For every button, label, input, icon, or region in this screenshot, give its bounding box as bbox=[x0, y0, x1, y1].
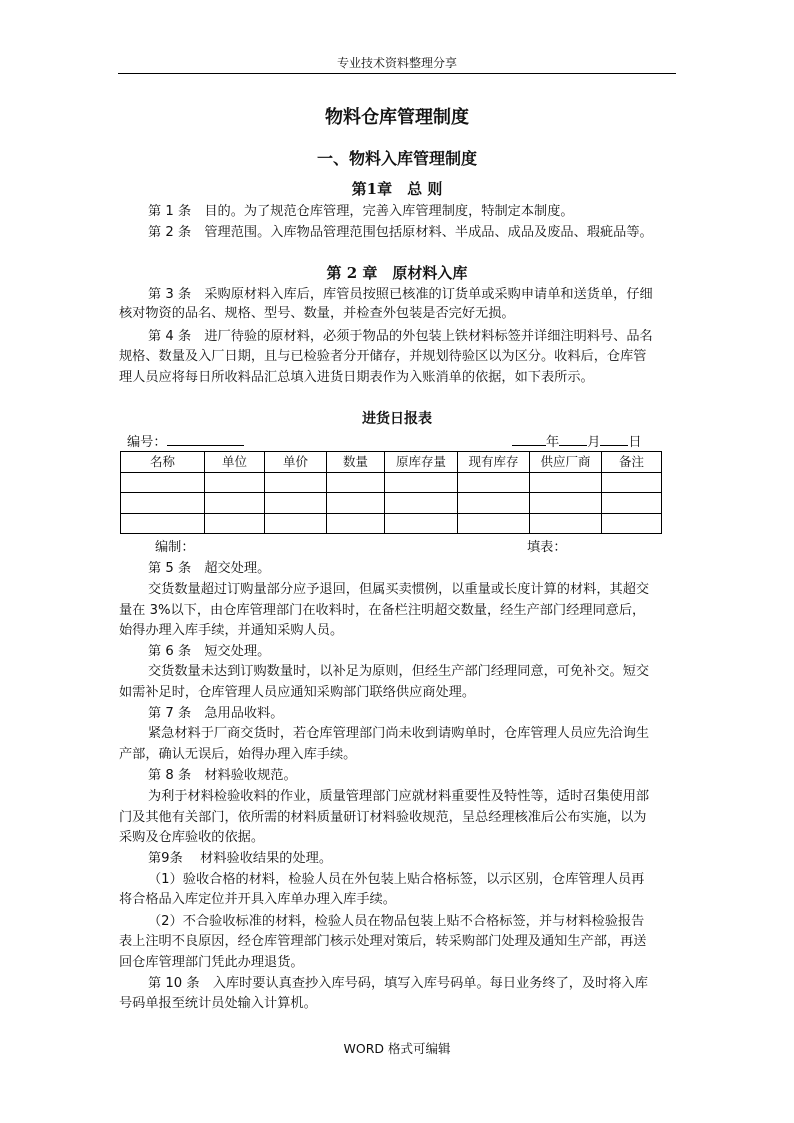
table-cell bbox=[327, 513, 385, 534]
article-2: 第 2 条 管理范围。入库物品管理范围包括原材料、半成品、成品及废品、瑕疵品等。 bbox=[148, 225, 653, 240]
table-cell bbox=[530, 513, 602, 534]
table-cell bbox=[121, 472, 205, 493]
table-row bbox=[121, 513, 662, 534]
table-row bbox=[121, 472, 662, 493]
article-7-line-1: 紧急材料于厂商交货时，若仓库管理部门尚未收到请购单时，仓库管理人员应先洽询生 bbox=[148, 726, 650, 741]
incoming-goods-table bbox=[120, 451, 662, 534]
month-label: 月 bbox=[587, 435, 601, 450]
chapter-2-title: 第 2 章 原材料入库 bbox=[326, 264, 468, 282]
table-cell bbox=[265, 493, 327, 514]
column-header: 供应厂商 bbox=[530, 452, 602, 473]
article-9-p1-line-2: 将合格品入库定位并开具入库单办理入库手续。 bbox=[119, 892, 396, 907]
article-10-line-1: 第 10 条 入库时要认真查抄入库号码，填写入库号码单。每日业务终了，及时将入库 bbox=[148, 976, 648, 991]
article-3-line-2: 核对物资的品名、规格、型号、数量，并检查外包装是否完好无损。 bbox=[119, 306, 515, 321]
article-10-line-2: 号码单报至统计员处输入计算机。 bbox=[119, 996, 317, 1011]
table-cell bbox=[121, 513, 205, 534]
article-6-heading: 第 6 条 短交处理。 bbox=[148, 644, 271, 659]
year-label: 年 bbox=[546, 435, 560, 450]
column-header: 单位 bbox=[205, 452, 265, 473]
article-6-line-2: 如需补足时，仓库管理人员应通知采购部门联络供应商处理。 bbox=[119, 685, 476, 700]
article-4-line-3: 理人员应将每日所收料品汇总填入进货日期表作为入账消单的依据，如下表所示。 bbox=[119, 370, 594, 385]
table-cell bbox=[205, 493, 265, 514]
table-cell bbox=[385, 472, 458, 493]
table-cell bbox=[458, 513, 530, 534]
column-header: 现有库存 bbox=[458, 452, 530, 473]
article-9-heading: 第9条 材料验收结果的处理。 bbox=[148, 851, 333, 866]
chapter-1-title: 第1章 总 则 bbox=[351, 180, 443, 198]
table-cell bbox=[385, 493, 458, 514]
document-title: 物料仓库管理制度 bbox=[325, 107, 469, 128]
article-9-p2-line-2: 表上注明不良原因，经仓库管理部门核示处理对策后，转采购部门处理及通知生产部，再送 bbox=[119, 934, 647, 949]
article-4-line-1: 第 4 条 进厂待验的原材料，必须于物品的外包装上铁材料标签并详细注明料号、品名 bbox=[148, 329, 653, 344]
table-header-row bbox=[121, 452, 662, 473]
article-8-heading: 第 8 条 材料验收规范。 bbox=[148, 768, 297, 783]
table-cell bbox=[327, 493, 385, 514]
article-5-line-3: 始得办理入库手续，并通知采购人员。 bbox=[119, 623, 344, 638]
day-label: 日 bbox=[628, 435, 642, 450]
filler-label: 填表： bbox=[527, 540, 567, 555]
article-1: 第 1 条 目的。为了规范仓库管理，完善入库管理制度，特制定本制度。 bbox=[148, 204, 574, 219]
table-row bbox=[121, 493, 662, 514]
article-8-line-3: 采购及仓库验收的依据。 bbox=[119, 830, 265, 845]
article-5-line-2: 量在 3%以下，由仓库管理部门在收料时，在备栏注明超交数量，经生产部门经理同意后， bbox=[119, 603, 646, 618]
column-header: 备注 bbox=[602, 452, 662, 473]
table-cell bbox=[530, 472, 602, 493]
report-title: 进货日报表 bbox=[362, 411, 432, 427]
editor-label: 编制： bbox=[155, 540, 195, 555]
article-8-line-1: 为利于材料检验收料的作业，质量管理部门应就材料重要性及特性等，适时召集使用部 bbox=[148, 789, 650, 804]
article-9-p2-line-3: 回仓库管理部门凭此办理退货。 bbox=[119, 955, 304, 970]
year-blank bbox=[512, 432, 546, 446]
report-date bbox=[512, 432, 642, 451]
table-cell bbox=[265, 472, 327, 493]
table-cell bbox=[458, 493, 530, 514]
article-5-line-1: 交货数量超过订购量部分应予退回，但属买卖惯例，以重量或长度计算的材料，其超交 bbox=[148, 582, 650, 597]
table-cell bbox=[327, 472, 385, 493]
header-divider bbox=[118, 73, 676, 74]
month-blank bbox=[559, 432, 587, 446]
table-cell bbox=[602, 472, 662, 493]
column-header: 名称 bbox=[121, 452, 205, 473]
article-5-heading: 第 5 条 超交处理。 bbox=[148, 561, 271, 576]
table-cell bbox=[265, 513, 327, 534]
page-footer: WORD 格式可编辑 bbox=[343, 1041, 451, 1056]
day-blank bbox=[600, 432, 628, 446]
table-cell bbox=[205, 513, 265, 534]
article-7-line-2: 产部，确认无误后，始得办理入库手续。 bbox=[119, 747, 357, 762]
page-header: 专业技术资料整理分享 bbox=[336, 56, 457, 70]
table-cell bbox=[385, 513, 458, 534]
report-number-label: 编号： bbox=[127, 435, 167, 450]
table-cell bbox=[458, 472, 530, 493]
column-header: 单价 bbox=[265, 452, 327, 473]
article-4-line-2: 规格、数量及入厂日期，且与已检验者分开储存，并规划待验区以为区分。收料后，仓库管 bbox=[119, 349, 647, 364]
article-3-line-1: 第 3 条 采购原材料入库后，库管员按照已核准的订货单或采购申请单和送货单，仔细 bbox=[148, 287, 653, 302]
column-header: 数量 bbox=[327, 452, 385, 473]
report-number-blank bbox=[167, 432, 244, 446]
article-9-p1-line-1: （1）验收合格的材料，检验人员在外包装上贴合格标签，以示区别，仓库管理人员再 bbox=[148, 872, 645, 887]
table-cell bbox=[602, 513, 662, 534]
article-9-p2-line-1: （2）不合验收标准的材料，检验人员在物品包装上贴不合格标签，并与材料检验报告 bbox=[148, 914, 645, 929]
section-title: 一、物料入库管理制度 bbox=[316, 149, 477, 168]
table-cell bbox=[121, 493, 205, 514]
table-cell bbox=[530, 493, 602, 514]
column-header: 原库存量 bbox=[385, 452, 458, 473]
article-7-heading: 第 7 条 急用品收料。 bbox=[148, 706, 284, 721]
table-cell bbox=[205, 472, 265, 493]
article-6-line-1: 交货数量未达到订购数量时，以补足为原则，但经生产部门经理同意，可免补交。短交 bbox=[148, 664, 650, 679]
report-meta-row bbox=[127, 432, 667, 451]
table-cell bbox=[602, 493, 662, 514]
article-8-line-2: 门及其他有关部门，依所需的材料质量研订材料验收规范，呈总经理核准后公布实施，以为 bbox=[119, 810, 647, 825]
